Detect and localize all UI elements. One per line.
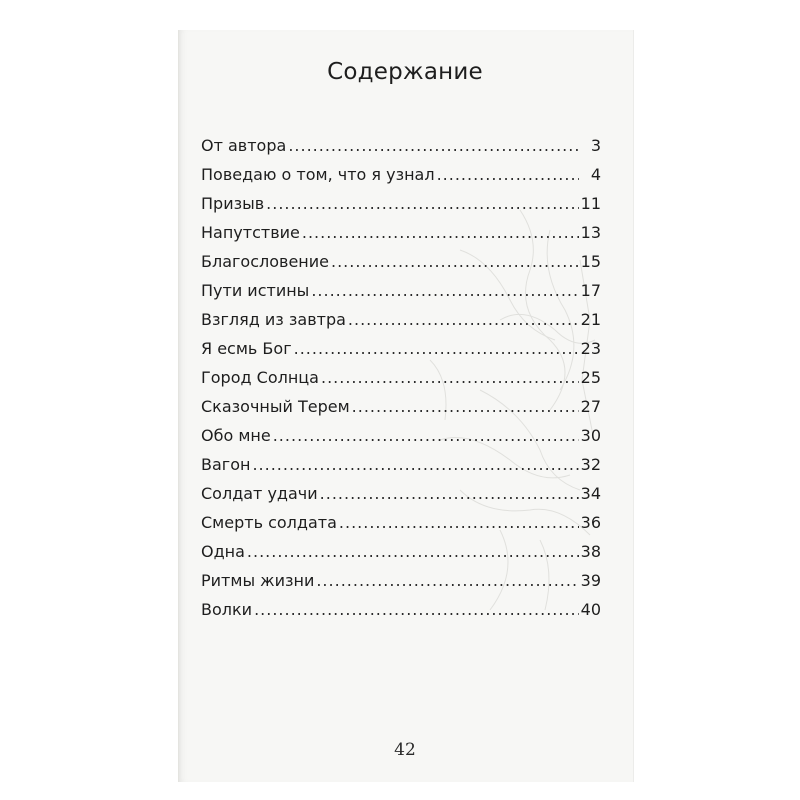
toc-dot-leader [339,513,579,532]
toc-entry-page: 17 [580,281,601,300]
toc-entry-page: 25 [580,368,601,387]
toc-entry-title: Солдат удачи [201,484,318,503]
toc-entry [201,484,601,513]
toc-dot-leader [348,310,579,329]
toc-entry-page: 40 [580,600,601,619]
toc-entry-title: Город Солнца [201,368,319,387]
toc-entry [201,194,601,223]
toc-entry [201,542,601,571]
toc-entry [201,252,601,281]
toc-dot-leader [294,339,579,358]
page-number: 42 [394,740,416,760]
toc-entry-page: 23 [580,339,601,358]
toc-entry [201,426,601,455]
toc-dot-leader [320,484,579,503]
toc-entry [201,165,601,194]
toc-dot-leader [273,426,579,445]
toc-dot-leader [352,397,579,416]
toc-entry-title: Взгляд из завтра [201,310,346,329]
toc-entry-title: От автора [201,136,287,155]
toc-entry-page: 30 [580,426,601,445]
toc-entry-title: Пути истины [201,281,310,300]
toc-entry-title: Сказочный Терем [201,397,350,416]
toc-entry-title: Я есмь Бог [201,339,292,358]
toc-dot-leader [311,281,578,300]
toc-entry-page: 4 [590,165,601,184]
toc-entry [201,571,601,600]
toc-entry-title: Благословение [201,252,329,271]
toc-entry-title: Одна [201,542,245,561]
toc-dot-leader [316,571,578,590]
toc-entry-title: Призыв [201,194,265,213]
toc-entry [201,223,601,252]
toc-dot-leader [321,368,579,387]
toc-entry [201,397,601,426]
toc-entry-page: 39 [580,571,601,590]
toc-entry-page: 11 [580,194,601,213]
toc-dot-leader [252,455,578,474]
toc-entry [201,600,601,629]
toc-entry [201,310,601,339]
toc-entry-title: Напутствие [201,223,300,242]
toc-entry-title: Поведаю о том, что я узнал [201,165,435,184]
toc-entry [201,368,601,397]
toc-dot-leader [302,223,579,242]
toc-entry [201,339,601,368]
toc-entry [201,513,601,542]
toc-entry-page: 34 [580,484,601,503]
toc-entry-page: 21 [580,310,601,329]
table-of-contents [201,136,601,629]
toc-dot-leader [331,252,579,271]
toc-entry-title: Обо мне [201,426,271,445]
toc-entry-title: Вагон [201,455,251,474]
toc-entry-page: 15 [580,252,601,271]
toc-entry [201,136,601,165]
toc-dot-leader [266,194,578,213]
toc-entry-page: 3 [590,136,601,155]
toc-entry [201,281,601,310]
toc-dot-leader [437,165,579,184]
toc-dot-leader [254,600,579,619]
toc-entry-title: Смерть солдата [201,513,337,532]
page-title: Содержание [327,59,483,85]
toc-entry-page: 32 [580,455,601,474]
toc-entry-page: 27 [580,397,601,416]
toc-dot-leader [288,136,579,155]
toc-entry-title: Ритмы жизни [201,571,315,590]
toc-entry [201,455,601,484]
toc-dot-leader [247,542,579,561]
toc-entry-page: 38 [580,542,601,561]
toc-entry-title: Волки [201,600,253,619]
toc-entry-page: 36 [580,513,601,532]
toc-entry-page: 13 [580,223,601,242]
